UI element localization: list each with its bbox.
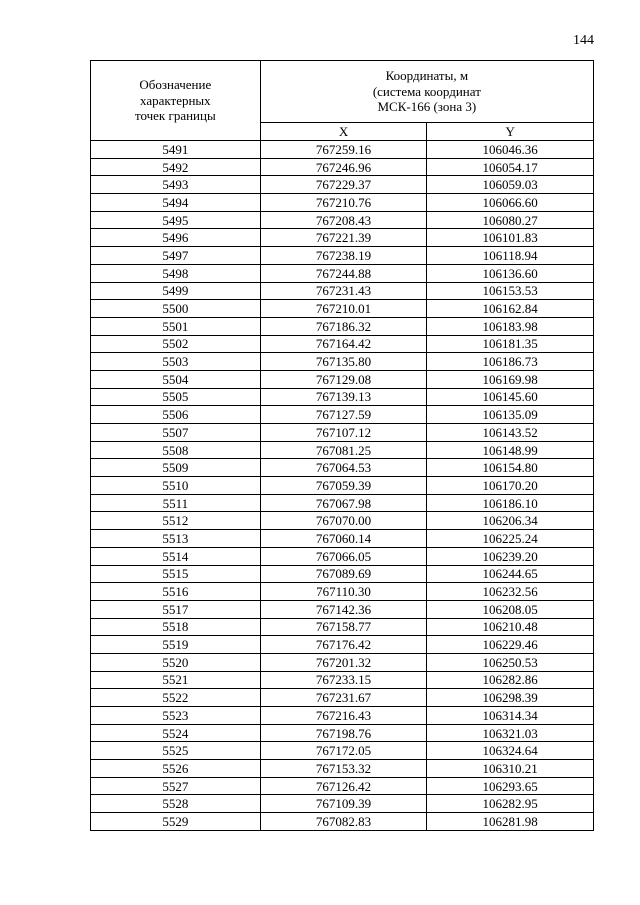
x-cell: 767208.43 [260, 211, 427, 229]
y-cell: 106135.09 [427, 406, 594, 424]
x-cell: 767244.88 [260, 264, 427, 282]
table-row [91, 317, 594, 335]
point-id-cell: 5494 [91, 194, 261, 212]
point-id-cell: 5515 [91, 565, 261, 583]
table-row [91, 689, 594, 707]
point-id-cell: 5506 [91, 406, 261, 424]
y-cell: 106066.60 [427, 194, 594, 212]
y-cell: 106298.39 [427, 689, 594, 707]
point-id-cell: 5499 [91, 282, 261, 300]
point-id-cell: 5526 [91, 760, 261, 778]
x-cell: 767064.53 [260, 459, 427, 477]
x-cell: 767229.37 [260, 176, 427, 194]
y-cell: 106210.48 [427, 618, 594, 636]
table-row [91, 742, 594, 760]
point-id-cell: 5523 [91, 707, 261, 725]
x-cell: 767129.08 [260, 370, 427, 388]
y-cell: 106080.27 [427, 211, 594, 229]
table-row [91, 760, 594, 778]
point-id-cell: 5507 [91, 424, 261, 442]
x-cell: 767127.59 [260, 406, 427, 424]
table-row [91, 777, 594, 795]
point-id-cell: 5521 [91, 671, 261, 689]
x-cell: 767186.32 [260, 317, 427, 335]
y-cell: 106118.94 [427, 247, 594, 265]
x-cell: 767139.13 [260, 388, 427, 406]
x-cell: 767126.42 [260, 777, 427, 795]
y-cell: 106321.03 [427, 724, 594, 742]
point-id-cell: 5528 [91, 795, 261, 813]
x-cell: 767172.05 [260, 742, 427, 760]
point-id-cell: 5500 [91, 300, 261, 318]
table-row [91, 264, 594, 282]
table-row [91, 424, 594, 442]
point-id-cell: 5524 [91, 724, 261, 742]
y-cell: 106059.03 [427, 176, 594, 194]
y-cell: 106324.64 [427, 742, 594, 760]
x-cell: 767082.83 [260, 813, 427, 831]
y-cell: 106281.98 [427, 813, 594, 831]
table-row [91, 141, 594, 159]
point-id-cell: 5492 [91, 158, 261, 176]
x-cell: 767066.05 [260, 547, 427, 565]
y-cell: 106310.21 [427, 760, 594, 778]
x-cell: 767059.39 [260, 477, 427, 495]
y-cell: 106148.99 [427, 441, 594, 459]
point-id-cell: 5496 [91, 229, 261, 247]
x-cell: 767142.36 [260, 600, 427, 618]
point-id-cell: 5519 [91, 636, 261, 654]
y-cell: 106282.86 [427, 671, 594, 689]
x-cell: 767109.39 [260, 795, 427, 813]
y-cell: 106282.95 [427, 795, 594, 813]
table-row [91, 459, 594, 477]
table-row [91, 477, 594, 495]
coordinates-table [90, 60, 594, 831]
y-cell: 106244.65 [427, 565, 594, 583]
point-id-cell: 5505 [91, 388, 261, 406]
table-row [91, 370, 594, 388]
x-cell: 767201.32 [260, 653, 427, 671]
x-cell: 767198.76 [260, 724, 427, 742]
point-id-cell: 5495 [91, 211, 261, 229]
y-cell: 106229.46 [427, 636, 594, 654]
point-id-cell: 5514 [91, 547, 261, 565]
x-cell: 767231.67 [260, 689, 427, 707]
header-points [91, 61, 261, 141]
header-y: Y [427, 122, 594, 140]
y-cell: 106186.73 [427, 353, 594, 371]
x-cell: 767067.98 [260, 494, 427, 512]
y-cell: 106154.80 [427, 459, 594, 477]
table-row [91, 618, 594, 636]
point-id-cell: 5525 [91, 742, 261, 760]
header-coordinates [260, 61, 593, 123]
y-cell: 106101.83 [427, 229, 594, 247]
point-id-cell: 5498 [91, 264, 261, 282]
x-cell: 767216.43 [260, 707, 427, 725]
table-row [91, 211, 594, 229]
y-cell: 106250.53 [427, 653, 594, 671]
y-cell: 106170.20 [427, 477, 594, 495]
point-id-cell: 5518 [91, 618, 261, 636]
x-cell: 767238.19 [260, 247, 427, 265]
point-id-cell: 5511 [91, 494, 261, 512]
y-cell: 106046.36 [427, 141, 594, 159]
point-id-cell: 5529 [91, 813, 261, 831]
x-cell: 767158.77 [260, 618, 427, 636]
y-cell: 106239.20 [427, 547, 594, 565]
table-row [91, 636, 594, 654]
point-id-cell: 5501 [91, 317, 261, 335]
point-id-cell: 5509 [91, 459, 261, 477]
table-row [91, 335, 594, 353]
table-row [91, 795, 594, 813]
y-cell: 106153.53 [427, 282, 594, 300]
x-cell: 767060.14 [260, 530, 427, 548]
point-id-cell: 5512 [91, 512, 261, 530]
point-id-cell: 5503 [91, 353, 261, 371]
point-id-cell: 5502 [91, 335, 261, 353]
table-row [91, 494, 594, 512]
point-id-cell: 5517 [91, 600, 261, 618]
point-id-cell: 5504 [91, 370, 261, 388]
table-row [91, 158, 594, 176]
point-id-cell: 5497 [91, 247, 261, 265]
table-row [91, 600, 594, 618]
table-row [91, 353, 594, 371]
table-row [91, 530, 594, 548]
point-id-cell: 5527 [91, 777, 261, 795]
x-cell: 767081.25 [260, 441, 427, 459]
point-id-cell: 5522 [91, 689, 261, 707]
table-row [91, 565, 594, 583]
page-number: 144 [573, 33, 594, 48]
table-row [91, 300, 594, 318]
y-cell: 106145.60 [427, 388, 594, 406]
x-cell: 767110.30 [260, 583, 427, 601]
table-row [91, 724, 594, 742]
table-row [91, 707, 594, 725]
x-cell: 767176.42 [260, 636, 427, 654]
y-cell: 106169.98 [427, 370, 594, 388]
point-id-cell: 5493 [91, 176, 261, 194]
y-cell: 106232.56 [427, 583, 594, 601]
table-row [91, 194, 594, 212]
table-row [91, 388, 594, 406]
y-cell: 106293.65 [427, 777, 594, 795]
table-row [91, 671, 594, 689]
x-cell: 767259.16 [260, 141, 427, 159]
table-row [91, 176, 594, 194]
x-cell: 767231.43 [260, 282, 427, 300]
table-row [91, 282, 594, 300]
y-cell: 106225.24 [427, 530, 594, 548]
table-row [91, 406, 594, 424]
x-cell: 767089.69 [260, 565, 427, 583]
table-row [91, 441, 594, 459]
y-cell: 106054.17 [427, 158, 594, 176]
y-cell: 106162.84 [427, 300, 594, 318]
point-id-cell: 5491 [91, 141, 261, 159]
x-cell: 767164.42 [260, 335, 427, 353]
table-row [91, 583, 594, 601]
y-cell: 106183.98 [427, 317, 594, 335]
y-cell: 106206.34 [427, 512, 594, 530]
point-id-cell: 5513 [91, 530, 261, 548]
header-coordinates-label: Координаты, м (система координат МСК-166 (зона 3) [372, 67, 481, 115]
header-x: X [260, 122, 427, 140]
table-row [91, 229, 594, 247]
y-cell: 106143.52 [427, 424, 594, 442]
x-cell: 767233.15 [260, 671, 427, 689]
x-cell: 767135.80 [260, 353, 427, 371]
table-row [91, 547, 594, 565]
point-id-cell: 5520 [91, 653, 261, 671]
x-cell: 767246.96 [260, 158, 427, 176]
x-cell: 767221.39 [260, 229, 427, 247]
point-id-cell: 5508 [91, 441, 261, 459]
point-id-cell: 5510 [91, 477, 261, 495]
table-row [91, 653, 594, 671]
header-points-label: Обозначение характерных точек границы [134, 77, 216, 124]
x-cell: 767070.00 [260, 512, 427, 530]
y-cell: 106314.34 [427, 707, 594, 725]
y-cell: 106136.60 [427, 264, 594, 282]
point-id-cell: 5516 [91, 583, 261, 601]
table-row [91, 512, 594, 530]
x-cell: 767210.01 [260, 300, 427, 318]
x-cell: 767107.12 [260, 424, 427, 442]
x-cell: 767210.76 [260, 194, 427, 212]
y-cell: 106208.05 [427, 600, 594, 618]
table-row [91, 247, 594, 265]
table-row [91, 813, 594, 831]
y-cell: 106186.10 [427, 494, 594, 512]
x-cell: 767153.32 [260, 760, 427, 778]
y-cell: 106181.35 [427, 335, 594, 353]
